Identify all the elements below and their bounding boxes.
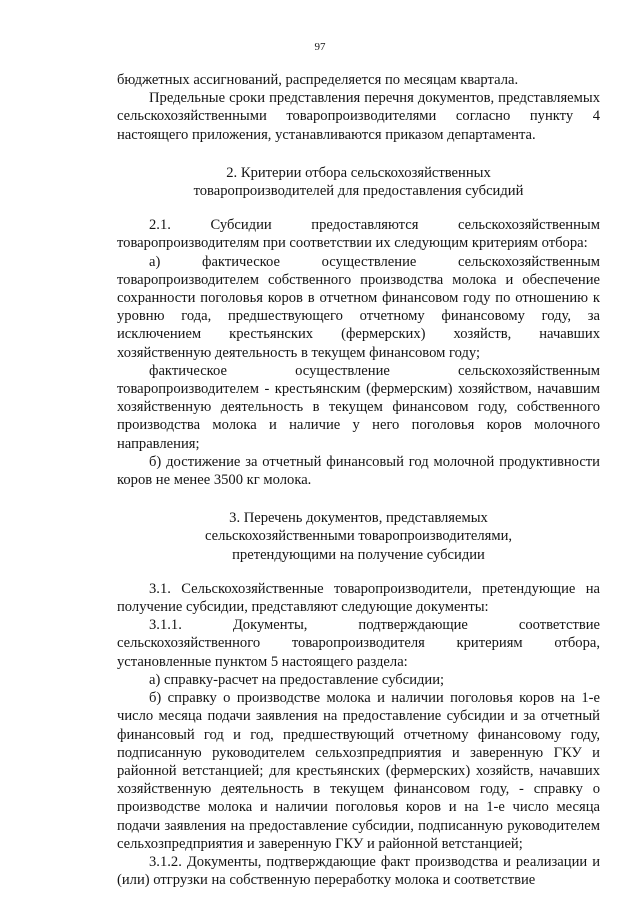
clause-3-1: 3.1. Сельскохозяйственные товаропроизводители, претендующие на получение субсидии, представляют следующие документы: — [117, 580, 600, 616]
paragraph-deadlines: Предельные сроки представления перечня документов, представляемых сельскохозяйственными товаропроизводителями согласно пункту 4 настоящего приложения, устанавливаются приказом департамента. — [117, 90, 600, 143]
clause-3-1-1-b: б) справку о производстве молока и наличии поголовья коров на 1-е число месяца подачи заявления на предоставление субсидии и за отчетный финансовый год и год, предшествующий отчетному финансовому году, подписанную руководителем сельхозпредприятия и заверенную ГКУ и районной ветстанцией; для крестьянских (фермерских) хозяйств, начавших хозяйственную деятельность в текущем финансовом году, - справку о производстве молока и наличии поголовья коров и на 1-е число месяца подачи заявления на предоставление субсидии, подписанную руководителем сельхозпредприятия и заверенную ГКУ и районной ветстанцией; — [117, 690, 600, 852]
section-3-heading-line-1: 3. Перечень документов, представляемых — [229, 510, 488, 527]
criterion-a-word-1: а) — [149, 253, 161, 270]
criterion-a-first-line — [117, 253, 600, 271]
criterion-b: б) достижение за отчетный финансовый год молочной продуктивности коров не менее 3500 кг молока. — [117, 453, 600, 489]
clause-2-1-word-2: Субсидии — [210, 217, 272, 234]
clause-2-1-rest: товаропроизводителям при соответствии их следующим критериям отбора: — [117, 235, 588, 252]
criterion-farm-first-line — [117, 362, 600, 380]
clause-2-1-word-3: предоставляются — [311, 217, 419, 234]
criterion-a-word-4: сельскохозяйственным — [458, 253, 600, 270]
criterion-a-rest: товаропроизводителем собственного производства молока и обеспечение сохранности поголовья коров в отчетном финансовом году по отношению к уровню года, предшествующего отчетному финансовому году, за исключением крестьянских (фермерских) хозяйств, начавших хозяйственную деятельность в текущем финансовом году; — [117, 271, 600, 361]
criterion-farm-rest: товаропроизводителем - крестьянским (фермерским) хозяйством, начавшим хозяйственную деятельность в текущем финансовом году, собственного производства молока и наличие у него поголовья коров молочного направления; — [117, 381, 600, 452]
paragraph-continuation: бюджетных ассигнований, распределяется по месяцам квартала. — [117, 72, 519, 88]
clause-2-1-first-line — [117, 216, 600, 234]
page-number: 97 — [314, 41, 326, 53]
criterion-a-word-2: фактическое — [202, 253, 280, 270]
clause-2-1-word-4: сельскохозяйственным — [458, 217, 600, 234]
criterion-farm-word-2: осуществление — [295, 362, 390, 379]
section-3-heading-line-3: претендующими на получение субсидии — [232, 546, 485, 563]
document-body — [117, 71, 600, 889]
criterion-farm-word-3: сельскохозяйственным — [458, 362, 600, 379]
section-2-heading-line-1: 2. Критерии отбора сельскохозяйственных — [226, 164, 491, 181]
clause-3-1-2: 3.1.2. Документы, подтверждающие факт производства и реализации и (или) отгрузки на собственную переработку молока и соответствие — [117, 853, 600, 889]
section-2-heading-line-2: товаропроизводителей для предоставления субсидий — [193, 183, 524, 200]
clause-3-1-1: 3.1.1. Документы, подтверждающие соответствие сельскохозяйственного товаропроизводителя критериям отбора, установленные пунктом 5 настоящего раздела: — [117, 617, 600, 670]
criterion-farm-word-1: фактическое — [149, 362, 227, 379]
clause-2-1-word-1: 2.1. — [149, 217, 171, 234]
clause-3-1-1-a: а) справку-расчет на предоставление субсидии; — [149, 671, 445, 688]
section-3-heading-line-2: сельскохозяйственными товаропроизводителями, — [204, 528, 513, 545]
criterion-a-word-3: осуществление — [321, 253, 417, 270]
